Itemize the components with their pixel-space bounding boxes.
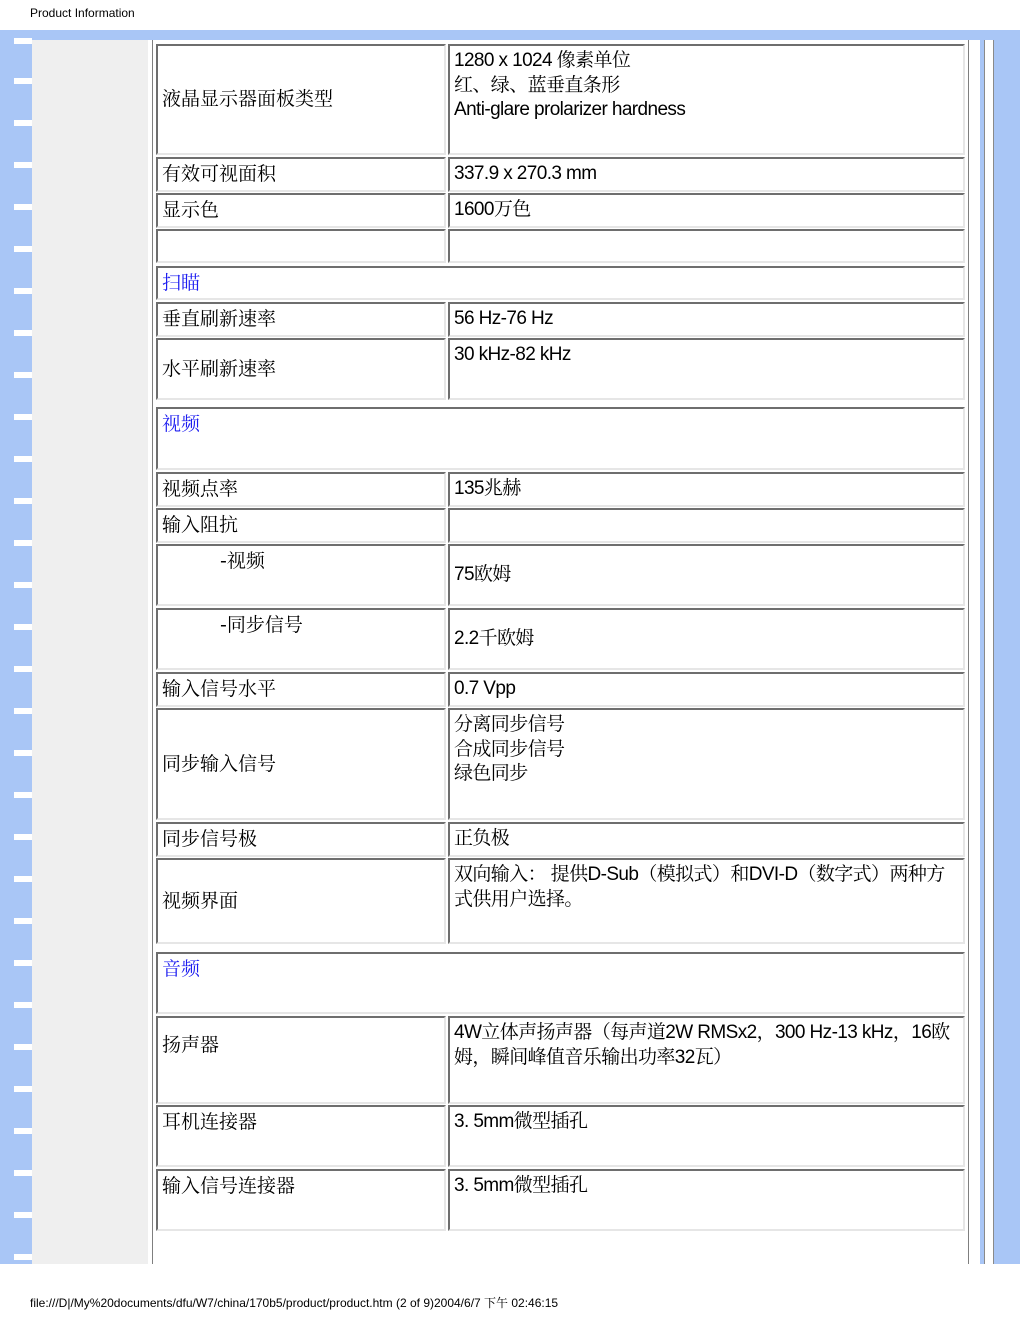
panel-type-value-line: 1280 x 1024 像素单位 [454,50,631,71]
nav-tick [14,120,32,126]
vertical-refresh-value: 56 Hz-76 Hz [448,302,965,337]
nav-tick [14,1044,32,1050]
nav-tick [14,918,32,924]
left-nav-strip [0,40,32,1264]
headphone-value: 3. 5mm微型插孔 [448,1105,965,1167]
video-interface-value: 双向输入： 提供D-Sub（模拟式）和DVI-D（数字式）两种方式供用户选择。 [448,858,965,944]
nav-tick [14,330,32,336]
sync-polarity-label: 同步信号极 [156,822,446,857]
impedance-sync-value [448,608,965,670]
section-scanning-title: 扫瞄 [156,266,965,300]
sync-input-label [156,708,446,820]
nav-tick [14,582,32,588]
nav-tick [14,1002,32,1008]
nav-tick [14,876,32,882]
vertical-refresh-label: 垂直刷新速率 [156,302,446,337]
input-impedance-label: 输入阻抗 [156,508,446,543]
sync-input-value-line: 合成同步信号 [454,738,565,760]
video-interface-label-text: 视频界面 [162,889,239,912]
impedance-sync-label: -同步信号 [156,608,446,670]
nav-tick [14,162,32,168]
panel-type-label-text: 液晶显示器面板类型 [162,88,334,111]
section-video-title: 视频 [156,407,965,470]
nav-tick [14,1128,32,1134]
nav-tick [14,498,32,504]
nav-tick [14,1254,32,1260]
nav-tick [14,1212,32,1218]
nav-tick [14,708,32,714]
nav-tick [14,78,32,84]
input-level-value: 0.7 Vpp [448,672,965,707]
panel-type-label [156,44,446,155]
impedance-video-value-text: 75欧姆 [454,563,511,585]
impedance-video-label: -视频 [156,544,446,606]
speakers-value: 4W立体声扬声器（每声道2W RMSx2，300 Hz-13 kHz，16欧姆，瞬间峰值音乐输出功率32瓦） [448,1016,965,1104]
dot-rate-label: 视频点率 [156,472,446,507]
empty-cell [156,229,446,263]
sync-input-label-text: 同步输入信号 [162,752,277,775]
horizontal-refresh-label [156,338,446,400]
viewable-area-label: 有效可视面积 [156,157,446,192]
nav-tick [14,372,32,378]
panel-type-value-line: Anti-glare prolarizer hardness [454,99,686,120]
nav-tick [14,38,32,44]
panel-type-value-line: 红、绿、蓝垂直条形 [454,74,620,96]
nav-tick [14,540,32,546]
input-impedance-value [448,508,965,543]
sync-input-value-line: 绿色同步 [454,763,528,784]
panel-type-value [448,44,965,155]
nav-tick [14,750,32,756]
nav-tick [14,666,32,672]
nav-tick [14,414,32,420]
nav-tick [14,456,32,462]
content-right-border [968,40,969,1264]
nav-tick [14,1086,32,1092]
audio-input-label: 输入信号连接器 [156,1169,446,1231]
sync-input-value [448,708,965,820]
sync-input-value-line: 分离同步信号 [454,714,565,735]
colors-label: 显示色 [156,193,446,228]
nav-tick [14,1170,32,1176]
colors-value: 1600万色 [448,193,965,228]
horizontal-refresh-label-text: 水平刷新速率 [162,357,277,380]
page-footer: file:///D|/My%20documents/dfu/W7/china/170b5/product/product.htm (2 of 9)2004/6/7 下午 02:46:15 [30,1296,559,1310]
speakers-label-text: 扬声器 [162,1033,220,1056]
nav-tick [14,204,32,210]
scrollbar[interactable] [984,40,994,1264]
horizontal-refresh-value: 30 kHz-82 kHz [448,338,965,400]
headphone-label: 耳机连接器 [156,1105,446,1167]
impedance-video-value [448,544,965,606]
video-interface-label [156,858,446,944]
sidebar [32,40,148,1264]
content-left-border [152,40,153,1264]
viewable-area-value: 337.9 x 270.3 mm [448,157,965,192]
audio-input-value: 3. 5mm微型插孔 [448,1169,965,1231]
section-audio-title: 音频 [156,952,965,1014]
nav-tick [14,624,32,630]
nav-tick [14,246,32,252]
sync-polarity-value: 正负极 [448,822,965,857]
dot-rate-value: 135兆赫 [448,472,965,507]
input-level-label: 输入信号水平 [156,672,446,707]
nav-tick [14,960,32,966]
nav-tick [14,834,32,840]
impedance-sync-value-text: 2.2千欧姆 [454,627,534,649]
nav-tick [14,288,32,294]
speakers-label [156,1016,446,1104]
page-header: Product Information [30,6,135,20]
nav-tick [14,792,32,798]
empty-cell [448,229,965,263]
